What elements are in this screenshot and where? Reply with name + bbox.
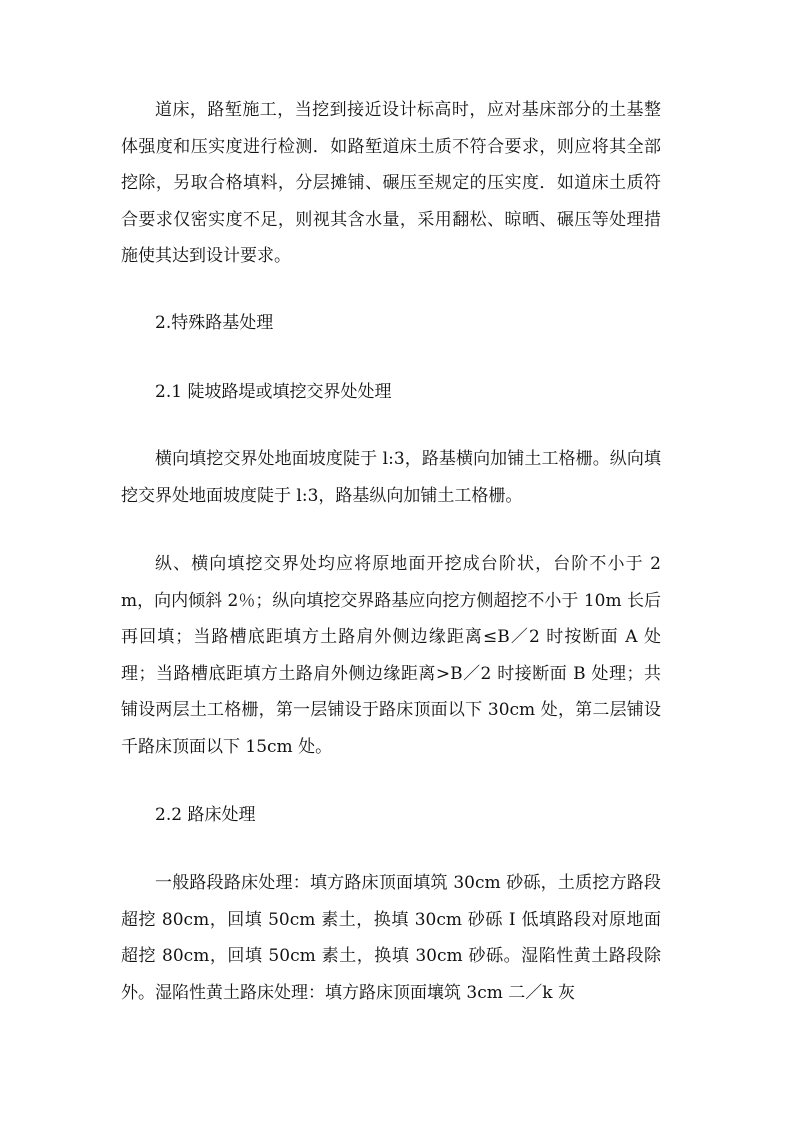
paragraph-subgrade-inspection: 道床，路堑施工，当挖到接近设计标高时，应对基床部分的土基整体强度和压实度进行检测．如路堑道床土质不符合要求，则应将其全部挖除，另取合格填料，分层摊铺、碾压至规定的压实度．如道床土质符合要求仅密实度不足，则视其含水量，采用翻松、晾晒、碾压等处理措施使其达到设计要求。 (121, 100, 661, 266)
heading-special-subgrade-treatment: 2.特殊路基处理 (155, 313, 274, 333)
heading-steep-slope-embankment: 2.1 陡坡路堤或填挖交界处处理 (155, 382, 392, 402)
heading-roadbed-treatment: 2.2 路床处理 (155, 805, 256, 825)
paragraph-general-roadbed-treatment: 一般路段路床处理：填方路床顶面填筑 30cm 砂砾，土质挖方路段超挖 80cm，回填 50cm 素土，换填 30cm 砂砾 I 低填路段对原地面超挖 80cm，回填 50cm 素土，换填 30cm 砂砾。湿陷性黄土路段除外。湿陷性黄土路床处理：填方路床顶面壤筑 3cm 二／k 灰 (121, 873, 661, 1003)
paragraph-geogrid-reinforcement: 横向填挖交界处地面坡度陡于 l:3，路基横向加铺土工格栅。纵向填挖交界处地面坡度陡于 l:3，路基纵向加铺土工格栅。 (121, 449, 661, 506)
paragraph-step-excavation: 纵、横向填挖交界处均应将原地面开挖成台阶状，台阶不小于 2m，向内倾斜 2％；纵向填挖交界路基应向挖方侧超挖不小于 10m 长后再回填；当路槽底距填方土路肩外侧边缘距离≤B／2 时按断面 A 处理；当路槽底距填方土路肩外侧边缘距离>B／2 时接断面 B 处理；共铺设两层土工格栅，第一层铺设于路床顶面以下 30cm 处，第二层铺设千路床顶面以下 15cm 处。 (121, 554, 661, 757)
